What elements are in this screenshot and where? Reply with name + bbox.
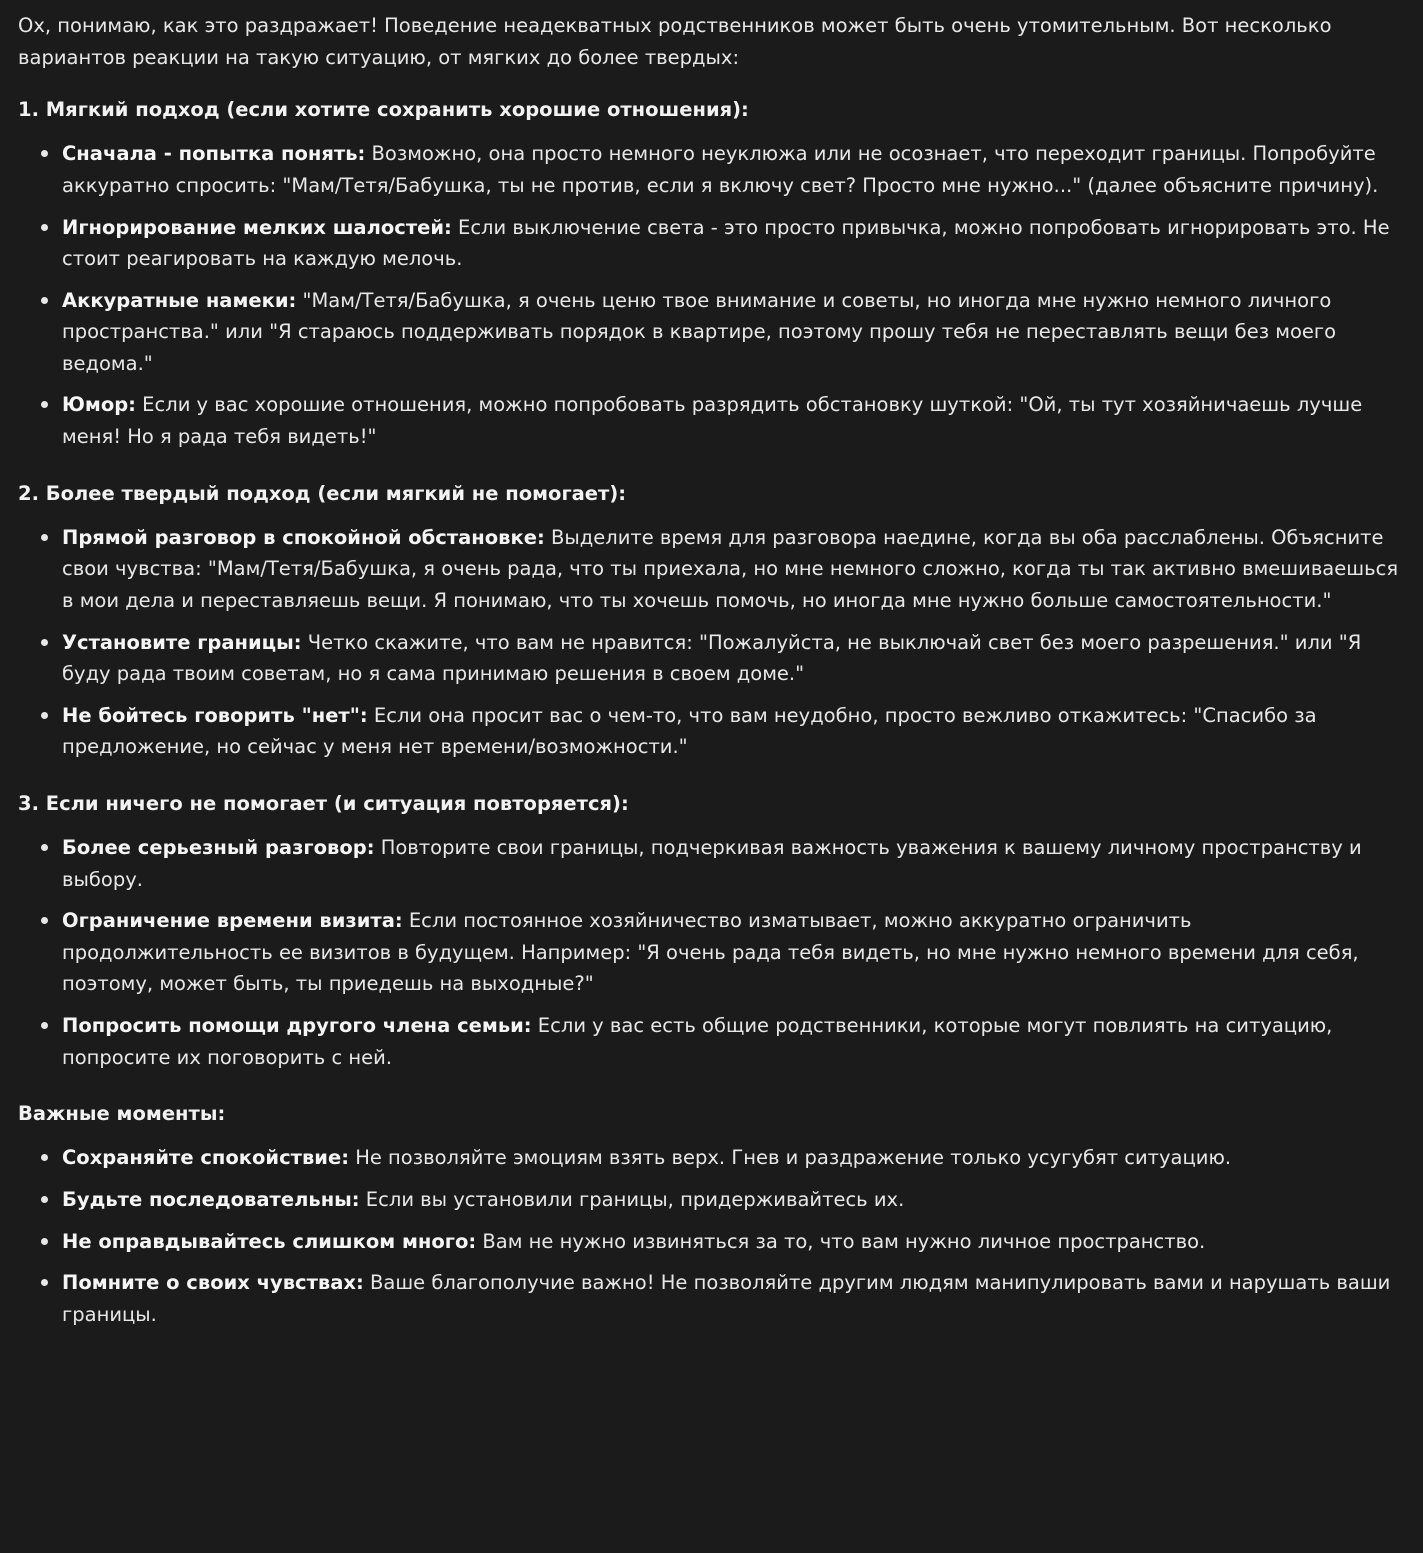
section-bullet-list [18,138,1401,452]
list-item-lead: Помните о своих чувствах: [62,1271,364,1295]
list-item-text: Выделите время для разговора наедине, когда вы оба расслаблены. Объясните свои чувства: "Мам/Тетя/Бабушка, я очень рада, что ты приехала, но мне немного сложно, когда ты так активно вмешиваешься в мои дела и переставляешь вещи. Я понимаю, что ты хочешь помочь, но иногда мне нужно больше самостоятельности." [62,525,1399,613]
list-item-text: Ваше благополучие важно! Не позволяйте другим людям манипулировать вами и нарушать ваши границы. [62,1271,1391,1326]
list-item-text: Если у вас есть общие родственники, которые могут повлиять на ситуацию, попросите их поговорить с ней. [62,1014,1333,1069]
list-item [62,389,1401,452]
list-item-text: Четко скажите, что вам не нравится: "Пожалуйста, не выключай свет без моего разрешения." или "Я буду рада твоим советам, но я сама принимаю решения в своем доме." [62,630,1362,686]
list-item [62,1142,1401,1174]
list-item [62,1184,1401,1216]
list-item-text: Если постоянное хозяйничество изматывает, можно аккуратно ограничить продолжительность ее визитов в будущем. Например: "Я очень рада тебя видеть, но мне нужно немного времени для себя, поэтому, может быть, ты приедешь на выходные?" [62,909,1359,996]
section-heading: 3. Если ничего не помогает (и ситуация повторяется): [18,791,629,815]
list-item [62,627,1401,690]
list-item-text: Повторите свои границы, подчеркивая важность уважения к вашему личному пространству и выбору. [62,836,1362,891]
list-item [62,138,1401,201]
list-item [62,1010,1401,1073]
list-item [62,700,1401,763]
list-item [62,905,1401,1000]
section-heading: 2. Более твердый подход (если мягкий не помогает): [18,481,627,505]
list-item [62,832,1401,895]
section-bullet-list [18,832,1401,1073]
list-item-text: Возможно, она просто немного неуклюжа или не осознает, что переходит границы. Попробуйте аккуратно спросить: "Мам/Тетя/Бабушка, ты не против, если я включу свет? Просто мне нужно..." (далее объясните причину). [62,142,1379,197]
list-item-lead: Будьте последовательны: [62,1188,360,1212]
list-item-lead: Сохраняйте спокойствие: [62,1146,349,1170]
list-item-lead: Не бойтесь говорить "нет": [62,703,368,727]
list-item-lead: Попросить помощи другого члена семьи: [62,1014,532,1038]
section-bullet-list [18,1142,1401,1330]
list-item-lead: Аккуратные намеки: [62,288,297,312]
list-item-text: Вам не нужно извиняться за то, что вам нужно личное пространство. [476,1229,1206,1253]
section-heading: Важные моменты: [18,1102,226,1126]
list-item [62,285,1401,380]
list-item-lead: Прямой разговор в спокойной обстановке: [62,525,545,549]
list-item [62,1226,1401,1258]
intro-paragraph: Ох, понимаю, как это раздражает! Поведение неадекватных родственников может быть очень утомительным. Вот несколько вариантов реакции на такую ситуацию, от мягких до более твердых: [18,14,1332,69]
list-item [62,522,1401,617]
list-item [62,1267,1401,1330]
sections-container [18,95,1401,1330]
list-item-text: Если выключение света - это просто привычка, можно попробовать игнорировать это. Не стоит реагировать на каждую мелочь. [62,215,1390,271]
section-heading: 1. Мягкий подход (если хотите сохранить хорошие отношения): [18,98,749,122]
section-bullet-list [18,522,1401,763]
list-item-lead: Юмор: [62,393,136,417]
list-item [62,212,1401,275]
list-item-text: "Мам/Тетя/Бабушка, я очень ценю твое внимание и советы, но иногда мне нужно немного личного пространства." или "Я стараюсь поддерживать порядок в квартире, поэтому прошу тебя не переставлять вещи без моего ведома." [62,288,1337,375]
list-item-lead: Ограничение времени визита: [62,909,403,933]
list-item-text: Если у вас хорошие отношения, можно попробовать разрядить обстановку шуткой: "Ой, ты тут хозяйничаешь лучше меня! Но я рада тебя видеть!" [62,393,1363,449]
list-item-lead: Установите границы: [62,630,302,654]
list-item-lead: Сначала - попытка понять: [62,142,366,166]
list-item-text: Если вы установили границы, придерживайтесь их. [359,1188,905,1212]
list-item-text: Если она просит вас о чем-то, что вам неудобно, просто вежливо откажитесь: "Спасибо за предложение, но сейчас у меня нет времени/возможности." [62,703,1317,759]
list-item-lead: Игнорирование мелких шалостей: [62,215,452,239]
list-item-lead: Более серьезный разговор: [62,836,375,860]
list-item-lead: Не оправдывайтесь слишком много: [62,1229,477,1253]
list-item-text: Не позволяйте эмоциям взять верх. Гнев и раздражение только усугубят ситуацию. [349,1146,1232,1170]
